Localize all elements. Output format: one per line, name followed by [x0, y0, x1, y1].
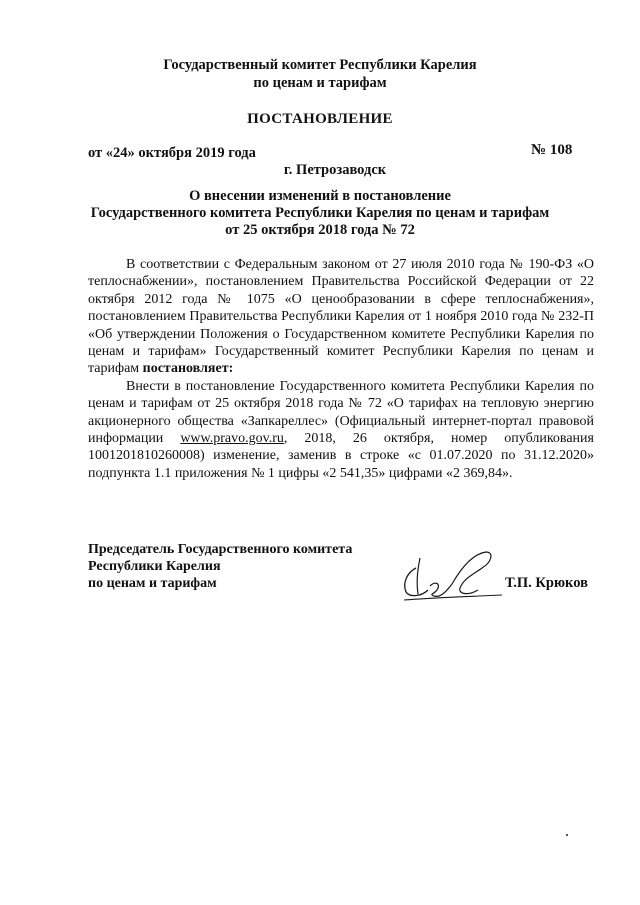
signer-name: Т.П. Крюков [505, 575, 588, 591]
handwritten-signature [398, 548, 508, 604]
org-name-line2: по ценам и тарифам [253, 75, 387, 91]
document-body [88, 256, 594, 482]
body-paragraph-2: Внести в постановление Государственного комитета Республики Карелия по ценам и тарифам от 25 октября 2018 года № 72 «О тарифах на тепловую энергию акционерного общества «Запкареллес» (Официальный интернет-портал правовой информации www.pravo.gov.ru, 2018, 26 октября, номер опубликования 1001201810260008) изменение, заменив в строке «с 01.07.2020 по 31.12.2020» подпункта 1.1 приложения № 1 цифры «2 541,35» цифрами «2 369,84». [88, 378, 594, 481]
document-number: № 108 [531, 142, 573, 158]
title-line1: О внесении изменений в постановление [189, 188, 451, 204]
org-name-line1: Государственный комитет Республики Карелия [163, 57, 477, 73]
pravo-link[interactable]: www.pravo.gov.ru [180, 431, 284, 447]
body-paragraph-1: В соответствии с Федеральным законом от 27 июля 2010 года № 190-ФЗ «О теплоснабжении», постановлением Правительства Российской Федерации от 22 октября 2012 года № 1075 «О ценообразовании в сфере теплоснабжения», постановлением Правительства Республики Карелия от 1 ноября 2010 года № 232-П «Об утверждении Положения о Государственном комитете Республики Карелия по ценам и тарифам» Государственный комитет Республики Карелия по ценам и тарифам постановляет: [88, 257, 594, 377]
decides-word: постановляет: [142, 361, 234, 377]
scan-speck [566, 834, 568, 836]
document-city: г. Петрозаводск [283, 162, 387, 178]
document-type: ПОСТАНОВЛЕНИЕ [247, 111, 393, 127]
signer-position-line2: Республики Карелия [88, 559, 221, 574]
title-line2: Государственного комитета Республики Карелия по ценам и тарифам [90, 205, 550, 221]
signer-position-line3: по ценам и тарифам [88, 576, 217, 591]
title-line3: от 25 октября 2018 года № 72 [225, 222, 415, 238]
document-date: от «24» октября 2019 года [88, 145, 256, 161]
signer-position-line1: Председатель Государственного комитета [88, 542, 353, 557]
